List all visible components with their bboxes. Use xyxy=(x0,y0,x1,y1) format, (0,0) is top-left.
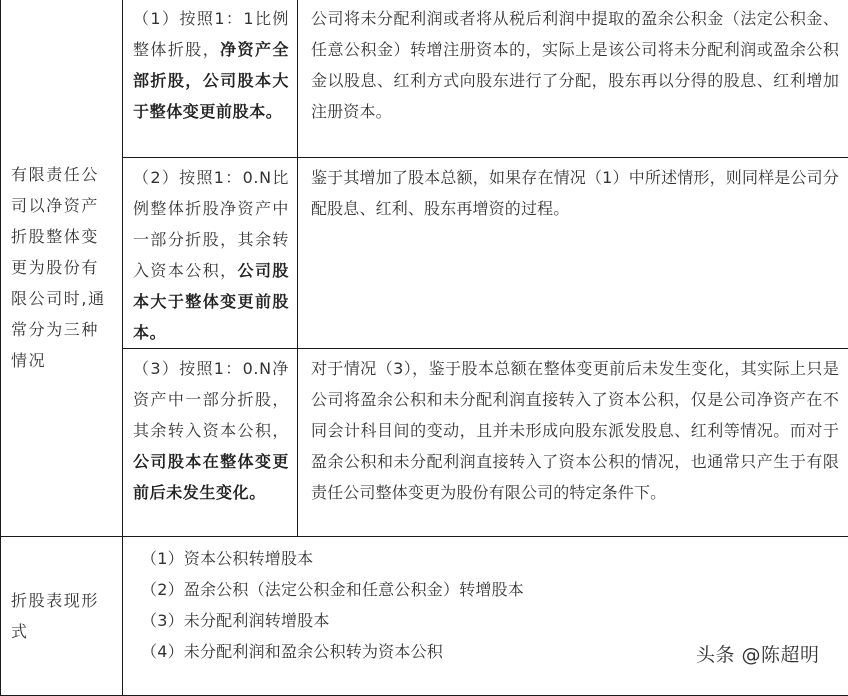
explanation-cell-1 xyxy=(298,0,848,158)
condition-cell-2 xyxy=(123,158,298,349)
section1-label-cell xyxy=(1,0,123,537)
table-row xyxy=(1,158,848,349)
explanation-cell-3 xyxy=(298,349,848,537)
list-item: （4）未分配利润和盈余公积转为资本公积 xyxy=(141,636,848,667)
explanation-1: 公司将未分配利润或者将从税后利润中提取的盈余公积金（法定公积金、任意公积金）转增注册资本的，实际上是该公司将未分配利润或盈余公积金以股息、红利方式向股东进行了分配，股东再以分得的股息、红利增加注册资本。 xyxy=(298,0,848,127)
explanation-3: 对于情况（3），鉴于股本总额在整体变更前后未发生变化，其实际上只是公司将盈余公积和未分配利润直接转入了资本公积，仅是公司净资产在不同会计科目间的变动，且并未形成向股东派发股息、红利等情况。而对于盈余公积和未分配利润直接转入了资本公积的情况，也通常只产生于有限责任公司整体变更为股份有限公司的特定条件下。 xyxy=(298,349,848,508)
condition-2 xyxy=(123,158,297,348)
section1-label: 有限责任公司以净资产折股整体变更为股份有限公司时,通常分为三种情况 xyxy=(1,159,122,376)
table-row xyxy=(1,537,848,696)
section2-label-cell xyxy=(1,537,123,696)
table-row xyxy=(1,0,848,158)
list-item: （2）盈余公积（法定公积金和任意公积金）转增股本 xyxy=(141,574,848,605)
explanation-cell-2 xyxy=(298,158,848,349)
watermark: 头条 @陈超明 xyxy=(696,640,820,667)
condition-3 xyxy=(123,349,297,508)
condition-cell-3 xyxy=(123,349,298,537)
explanation-2: 鉴于其增加了股本总额，如果存在情况（1）中所述情形，则同样是公司分配股息、红利、股东再增资的过程。 xyxy=(298,158,848,224)
table-row xyxy=(1,349,848,537)
condition-3-plain: （3）按照1：0.N净资产中一部分折股，其余转入资本公积， xyxy=(133,359,289,440)
condition-3-bold: 公司股本在整体变更前后未发生变化。 xyxy=(133,452,289,502)
condition-1-bold: 净资产全部折股，公司股本大于整体变更前股本。 xyxy=(133,40,289,121)
condition-cell-1 xyxy=(123,0,298,158)
section2-items-cell xyxy=(123,537,848,696)
condition-1-plain: （1）按照1：1比例整体折股， xyxy=(133,9,289,59)
condition-1 xyxy=(123,0,297,127)
section2-label: 折股表现形式 xyxy=(1,585,122,647)
list-item: （3）未分配利润转增股本 xyxy=(141,605,848,636)
condition-2-bold: 公司股本大于整体变更前股本。 xyxy=(133,261,289,342)
list-item: （1）资本公积转增股本 xyxy=(141,543,848,574)
condition-2-plain: （2）按照1：0.N比例整体折股净资产中一部分折股，其余转入资本公积， xyxy=(133,168,289,280)
